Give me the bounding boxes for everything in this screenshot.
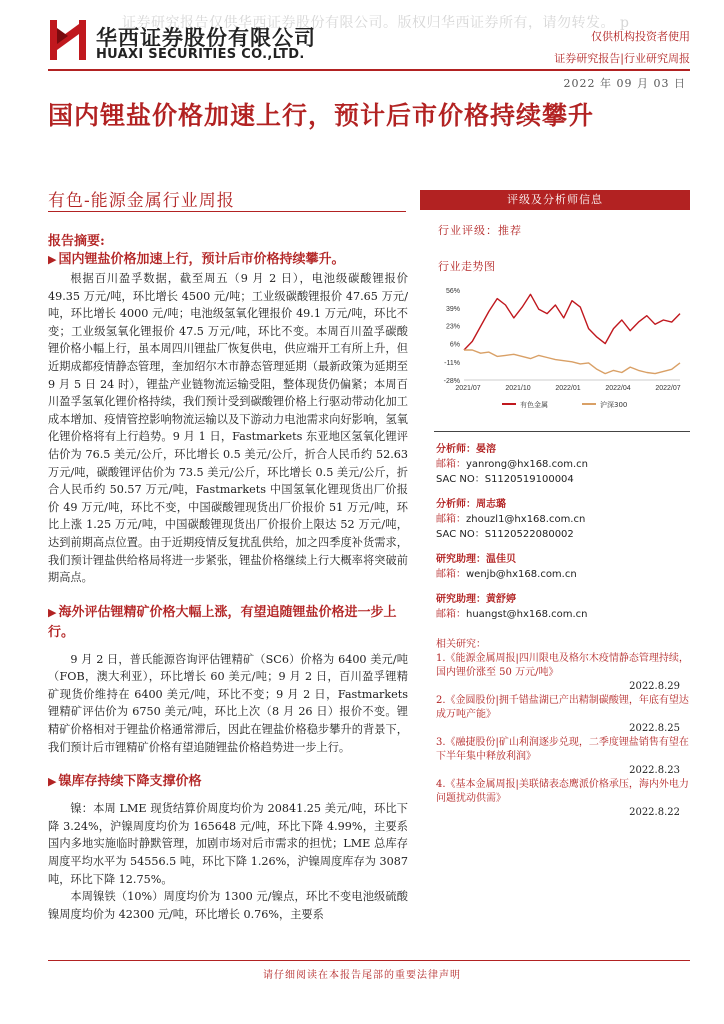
analyst-role: 分析师：	[436, 444, 476, 455]
chart-divider	[434, 431, 690, 432]
analyst-email[interactable]: wenjb@hx168.com.cn	[466, 569, 577, 580]
email-label: 邮箱：	[436, 514, 466, 525]
report-date: 2022 年 09 月 03 日	[563, 77, 686, 90]
y-tick-label: 56%	[445, 288, 460, 295]
triangle-icon: ▶	[48, 253, 57, 266]
abstract-label: 报告摘要:	[48, 234, 105, 249]
y-tick-label: -28%	[443, 378, 460, 385]
header-divider	[48, 69, 690, 71]
analyst-email[interactable]: zhouzl1@hx168.com.cn	[466, 514, 586, 525]
legal-disclaimer-note: 请仔细阅读在本报告尾部的重要法律声明	[263, 970, 461, 981]
paragraph: 本周镍铁（10%）周度均价为 1300 元/镍点，环比不变电池级硫酸镍周度均价为 42300 元/吨，环比增长 0.76%，主要系	[48, 890, 408, 921]
report-type: 证券研究报告|行业研究周报	[554, 52, 690, 65]
analyst-name: 黄舒婷	[486, 594, 516, 605]
y-tick-label: 23%	[445, 323, 460, 331]
trend-chart	[434, 280, 690, 425]
email-label: 邮箱：	[436, 459, 466, 470]
trend-chart-svg	[434, 280, 690, 425]
analyst-name: 晏溶	[476, 444, 496, 455]
section-heading	[48, 772, 408, 792]
analyst-sac: S1120519100004	[484, 474, 574, 485]
paragraph: 9 月 2 日，普氏能源咨询评估锂精矿（SC6）价格为 6400 美元/吨（FOB，澳大利亚），环比增长 60 美元/吨；9 月 2 日，百川盈孚锂精矿现货价维持在 6400 美元/吨，环比不变；9 月 2 日，Fastmarkets 锂精矿评估价为 6750 美元/吨，环比上次（8 月 26 日）报价不变。锂精矿价格相对于锂盐价格通常滞后，因此在锂盐价格稳步攀升的背景下，我们预计后市锂精矿价格有望追随锂盐价格趋势进一步上行。	[48, 652, 408, 754]
brand-name-cn: 华西证券股份有限公司	[96, 26, 316, 50]
industry-rating	[420, 222, 690, 238]
related-date: 2022.8.22	[629, 807, 680, 818]
related-item[interactable]: 4.《基本金属周报|美联储表态鹰派价格承压，海内外电力问题扰动供需》	[436, 779, 689, 804]
y-tick-label: -11%	[444, 359, 460, 367]
huaxi-logo-icon	[48, 18, 88, 62]
x-tick-label: 2021/07	[455, 385, 481, 392]
email-label: 邮箱：	[436, 569, 466, 580]
x-tick-label: 2022/07	[655, 385, 681, 392]
related-item[interactable]: 3.《融捷股份|矿山利润逐步兑现，二季度锂盐销售有望在下半年集中释放利润》	[436, 737, 689, 762]
report-title: 国内锂盐价格加速上行，预计后市价格持续攀升	[48, 101, 595, 130]
analyst-email[interactable]: huangst@hx168.com.cn	[466, 609, 588, 620]
analyst-role: 研究助理：	[436, 554, 486, 565]
email-label: 邮箱：	[436, 609, 466, 620]
y-tick-label: 6%	[449, 341, 460, 349]
series-line	[464, 350, 680, 374]
rating-label: 行业评级：	[438, 224, 498, 237]
analyst-name: 周志璐	[476, 499, 506, 510]
sac-label: SAC NO：	[436, 474, 485, 485]
related-date: 2022.8.23	[629, 765, 680, 776]
footer-divider	[48, 960, 690, 961]
triangle-icon: ▶	[48, 775, 57, 789]
abstract-body	[48, 250, 408, 923]
legend-label: 有色金属	[520, 401, 548, 409]
x-tick-label: 2022/04	[605, 385, 631, 392]
sac-label: SAC NO：	[436, 529, 485, 540]
section-heading-text: 镍库存持续下降支撑价格	[58, 774, 202, 790]
sidebar-header: 评级及分析师信息	[420, 190, 690, 210]
analyst-email[interactable]: yanrong@hx168.com.cn	[466, 459, 588, 470]
series-line	[464, 294, 680, 350]
section-heading	[48, 603, 408, 643]
paragraph: 根据百川盈孚数据，截至周五（9 月 2 日），电池级碳酸锂报价 49.35 万元/吨，环比增长 4500 元/吨；工业级碳酸锂报价 47.65 万元/吨，环比增长 4000 元/吨；电池级氢氧化锂报价 49.1 万元/吨，环比不变；工业级氢氧化锂报价 47.5 万元/吨，环比不变。本周百川盈孚碳酸锂价格小幅上行，虽本周四川锂盐厂恢复供电，供应端开工有所上升，但近期成都疫情静态管理，奎加绍尔木市静态管理延期（最新政策为延期至 9 月 5 日 24 时），锂盐产业链物流运输受阻，整体现货仍偏紧；本周百川盈孚氢氧化锂价格持续，我们预计受到碳酸锂价格上行驱动带动化加工成本增加、疫情管控影响物流运输以及下游动力电池需求向好影响，氢氧化锂价格将有上行趋势。9 月 1 日，Fastmarkets 东亚地区氢氧化锂评估价为 76.5 美元/公斤，环比增长 0.5 美元/公斤，折合人民币约 52.63 万元/吨，碳酸锂评估价为 73.5 美元/公斤，环比增长 0.5 美元/公斤，折合人民币约 50.57 万元/吨，Fastmarkets 中国氢氧化锂现货出厂价报价 49 万元/吨，环比不变，中国碳酸锂现货出厂价报价 51 万元/吨，环比上涨 1.25 万元/吨，中国碳酸锂现货出厂价报价上限达 52 万元/吨，达到前期高点位置。由于近期疫情反复扰乱供给，加之四季度补货需求，我们预计锂盐供给格局将进一步紧张，锂盐价格继续上行大概率将突破前期高点。	[48, 272, 408, 585]
paragraph: 镍：本周 LME 现货结算价周度均价为 20841.25 美元/吨，环比下降 3.24%，沪镍周度均价为 165648 元/吨，环比下降 4.99%，主要系国内多地实施临时静默管理，加剧市场对后市需求的担忧；LME 总库存周度平均水平为 54556.5 吨，环比下降 1.26%，沪镍周度库存为 3087 吨，环比下降 12.75%。	[48, 802, 408, 886]
x-tick-label: 2022/01	[555, 385, 581, 392]
analyst-sac: S1120522080002	[484, 529, 574, 540]
analyst-block	[420, 497, 690, 542]
related-research	[420, 638, 690, 820]
analyst-block	[420, 442, 690, 487]
section-heading	[48, 250, 408, 270]
analyst-name: 温佳贝	[486, 554, 516, 565]
report-subtitle: 有色-能源金属行业周报	[48, 191, 235, 211]
section-heading-text: 海外评估锂精矿价格大幅上涨，有望追随锂盐价格进一步上行。	[48, 604, 397, 640]
y-tick-label: 39%	[445, 306, 460, 314]
legend-label: 沪深300	[600, 401, 628, 409]
subtitle-divider	[48, 211, 406, 212]
related-label: 相关研究：	[436, 639, 486, 650]
analyst-role: 分析师：	[436, 499, 476, 510]
related-item[interactable]: 1.《能源金属周报|四川限电及格尔木疫情静态管理持续，国内锂价涨至 50 万元/吨》	[436, 653, 689, 678]
trend-chart-label: 行业走势图	[438, 260, 496, 273]
watermark: 证券研究报告仅供华西证券股份有限公司。版权归华西证券所有，请勿转发。 p	[122, 15, 630, 31]
brand-name-en: HUAXI SECURITIES CO.,LTD.	[96, 47, 305, 62]
analyst-block	[420, 552, 690, 582]
related-date: 2022.8.25	[629, 723, 680, 734]
rating-value: 推荐	[498, 224, 522, 237]
analyst-role: 研究助理：	[436, 594, 486, 605]
audience-note: 仅供机构投资者使用	[591, 30, 690, 43]
x-tick-label: 2021/10	[505, 385, 531, 392]
related-item[interactable]: 2.《金圆股份|拥千错盐湖已产出精制碳酸锂，年底有望达成万吨产能》	[436, 695, 689, 720]
analyst-block	[420, 592, 690, 622]
triangle-icon: ▶	[48, 605, 57, 619]
related-date: 2022.8.29	[629, 681, 680, 692]
section-heading-text: 国内锂盐价格加速上行，预计后市价格持续攀升。	[58, 252, 345, 267]
analyst-sidebar	[420, 190, 690, 820]
